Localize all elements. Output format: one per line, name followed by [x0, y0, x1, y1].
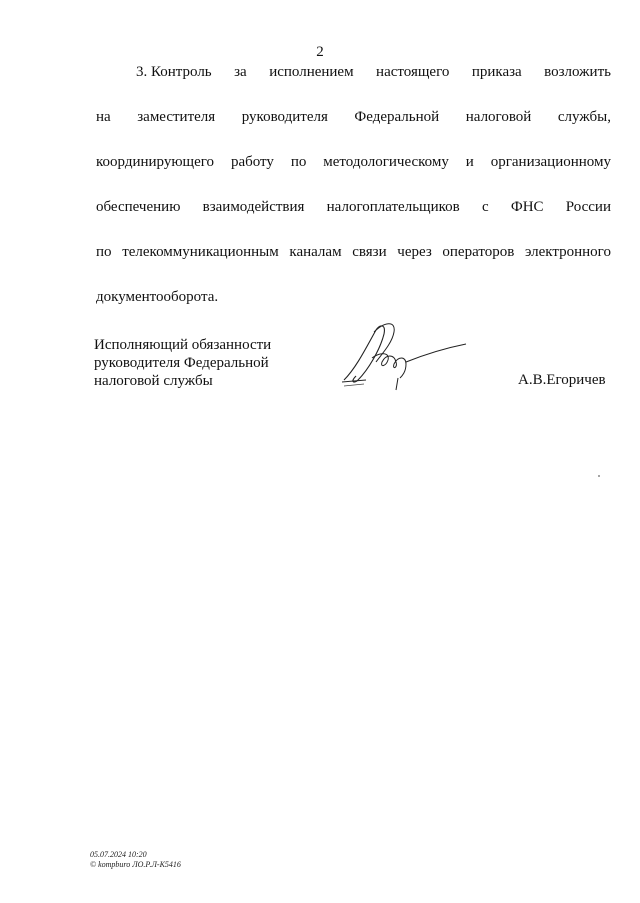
- paragraph-word: электронного: [524, 244, 611, 260]
- paragraph-word: через: [397, 244, 432, 260]
- paragraph-word: по: [290, 154, 307, 170]
- paragraph-word: России: [565, 199, 611, 215]
- paragraph-line: [136, 64, 611, 84]
- paragraph-word: ФНС: [510, 199, 544, 215]
- paragraph-word: каналам: [289, 244, 342, 260]
- signer-position: [94, 336, 314, 390]
- paragraph-line: [96, 154, 611, 174]
- signer-position-line: налоговой службы: [94, 373, 213, 389]
- paragraph-word: взаимодействия: [202, 199, 305, 215]
- paragraph-word: 3. Контроль: [136, 64, 212, 80]
- paragraph-word: службы,: [557, 109, 611, 125]
- signer-position-line: Исполняющий обязанности: [94, 337, 272, 353]
- paragraph-word: налоговой: [465, 109, 532, 125]
- paragraph-word: руководителя: [241, 109, 328, 125]
- paragraph-word: возложить: [544, 64, 611, 80]
- handwritten-signature: [336, 318, 476, 398]
- paragraph-word: операторов: [442, 244, 515, 260]
- page-number: 2: [316, 44, 324, 60]
- paragraph-word: с: [481, 199, 489, 215]
- paragraph-line: [96, 244, 611, 264]
- paragraph-word: телекоммуникационным: [122, 244, 279, 260]
- paragraph-word: Федеральной: [354, 109, 440, 125]
- paragraph-word: организационному: [490, 154, 611, 170]
- paragraph-word: и: [465, 154, 474, 170]
- paragraph-word: работу: [230, 154, 274, 170]
- paragraph-word: обеспечению: [96, 199, 181, 215]
- signer-position-line: руководителя Федеральной: [94, 355, 269, 371]
- signatory-name: А.В.Егоричев: [518, 372, 606, 388]
- paragraph-word: координирующего: [96, 154, 215, 170]
- footer-datetime: 05.07.2024 10:20: [90, 850, 147, 859]
- paragraph-word: на: [96, 109, 111, 125]
- paragraph-word: налогоплательщиков: [326, 199, 460, 215]
- paragraph-line: [96, 289, 611, 309]
- footer-stamp: [90, 850, 181, 870]
- paragraph-word: по: [96, 244, 112, 260]
- paragraph-word: настоящего: [376, 64, 450, 80]
- scan-artifact: [598, 475, 600, 477]
- paragraph-word: связи: [352, 244, 387, 260]
- paragraph-line: [96, 109, 611, 129]
- paragraph-word: за: [234, 64, 247, 80]
- paragraph-word: исполнением: [269, 64, 354, 80]
- paragraph-word: приказа: [471, 64, 522, 80]
- paragraph-word: методологическому: [323, 154, 449, 170]
- paragraph-word: заместителя: [137, 109, 216, 125]
- footer-stamp-code: © kompburo ЛО.Р.Л-К5416: [90, 860, 181, 869]
- paragraph-line: [96, 199, 611, 219]
- paragraph-word: документооборота.: [96, 289, 219, 305]
